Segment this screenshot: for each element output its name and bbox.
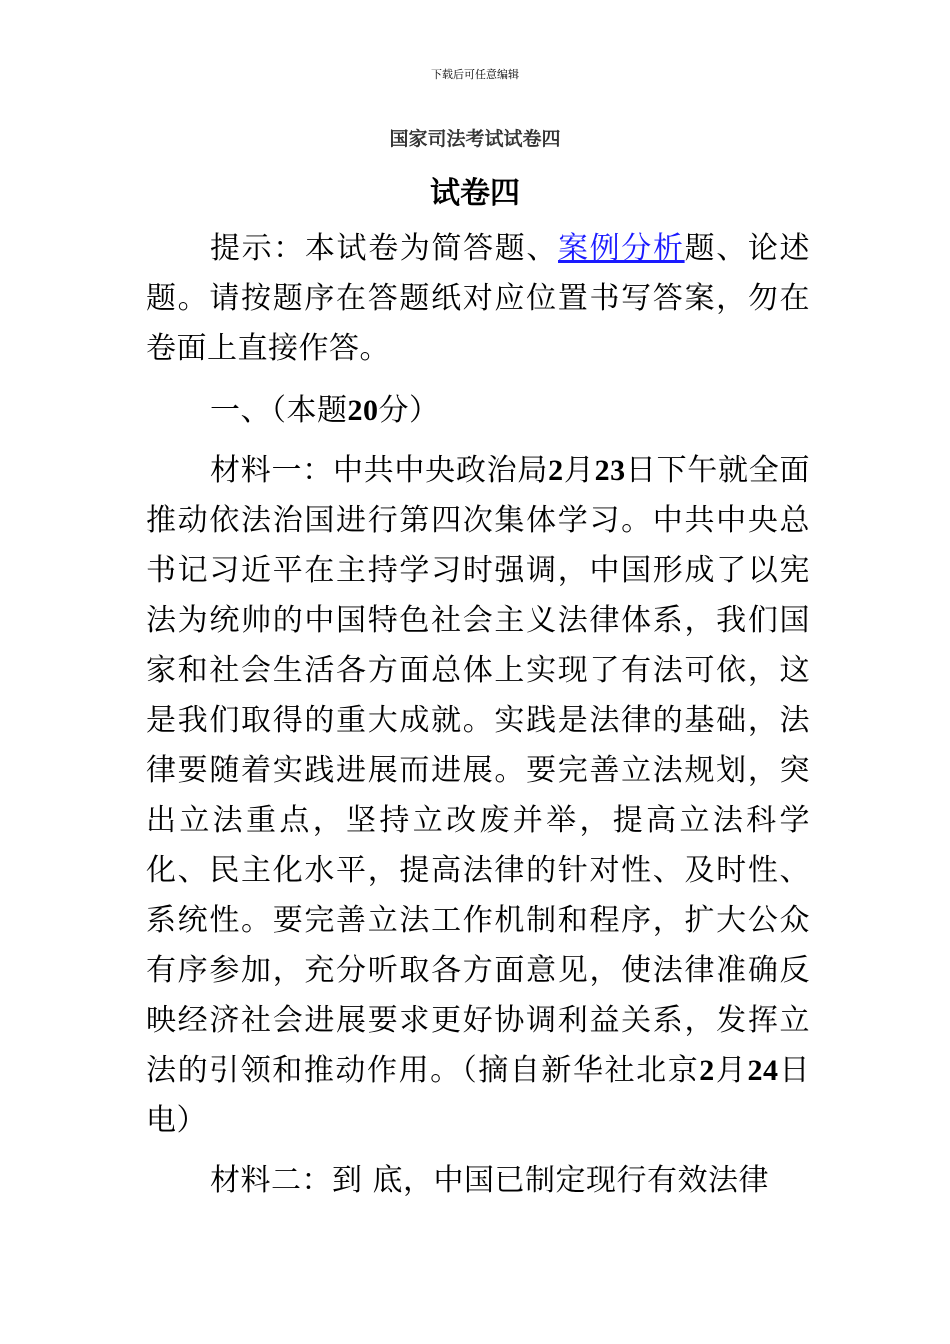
header-note: 下载后可任意编辑 bbox=[431, 68, 519, 81]
document-title: 国家司法考试试卷四 bbox=[389, 128, 561, 150]
material-one-num1: 2 bbox=[548, 454, 564, 487]
material-one-part2: 月 bbox=[563, 453, 595, 488]
material-one-part5: 日电） bbox=[146, 1053, 811, 1138]
material-one-num3: 2 bbox=[699, 1054, 715, 1087]
material-one-num4: 24 bbox=[747, 1054, 779, 1087]
material-two-text: 材料二：到 底，中国已制定现行有效法律 bbox=[210, 1163, 770, 1198]
case-analysis-link[interactable]: 案例分析 bbox=[558, 231, 685, 266]
question-heading bbox=[146, 386, 810, 436]
question-points: 20 bbox=[347, 394, 379, 427]
tip-suffix: 题、论述题。请按题序在答题纸对应位置书写答案，勿在卷面上直接作答。 bbox=[146, 231, 811, 366]
question-lead: 一、（本题 bbox=[210, 393, 348, 428]
tip-prefix: 提示：本试卷为简答题、 bbox=[210, 231, 559, 266]
question-tail: 分） bbox=[378, 393, 440, 428]
material-one-paragraph bbox=[146, 446, 810, 1146]
section-title: 试卷四 bbox=[430, 176, 520, 211]
material-one-num2: 23 bbox=[594, 454, 626, 487]
material-one-part4: 月 bbox=[714, 1053, 748, 1088]
tip-paragraph bbox=[146, 224, 810, 374]
material-two-paragraph bbox=[146, 1156, 810, 1206]
material-one-part1: 材料一：中共中央政治局 bbox=[210, 453, 549, 488]
material-one-part3: 日下午就全面推动依法治国进行第四次集体学习。中共中央总书记习近平在主持学习时强调，中国形成了以宪法为统帅的中国特色社会主义法律体系，我们国家和社会生活各方面总体上实现了有法可依，这是我们取得的重大成就。实践是法律的基础，法律要随着实践进展而进展。要完善立法规划，突出立法重点，坚持立改废并举，提高立法科学化、民主化水平，提高法律的针对性、及时性、系统性。要完善立法工作机制和程序，扩大公众有序参加，充分听取各方面意见，使法律准确反映经济社会进展要求更好协调利益关系，发挥立法的引领和推动作用。（摘自新华社北京 bbox=[146, 453, 811, 1088]
